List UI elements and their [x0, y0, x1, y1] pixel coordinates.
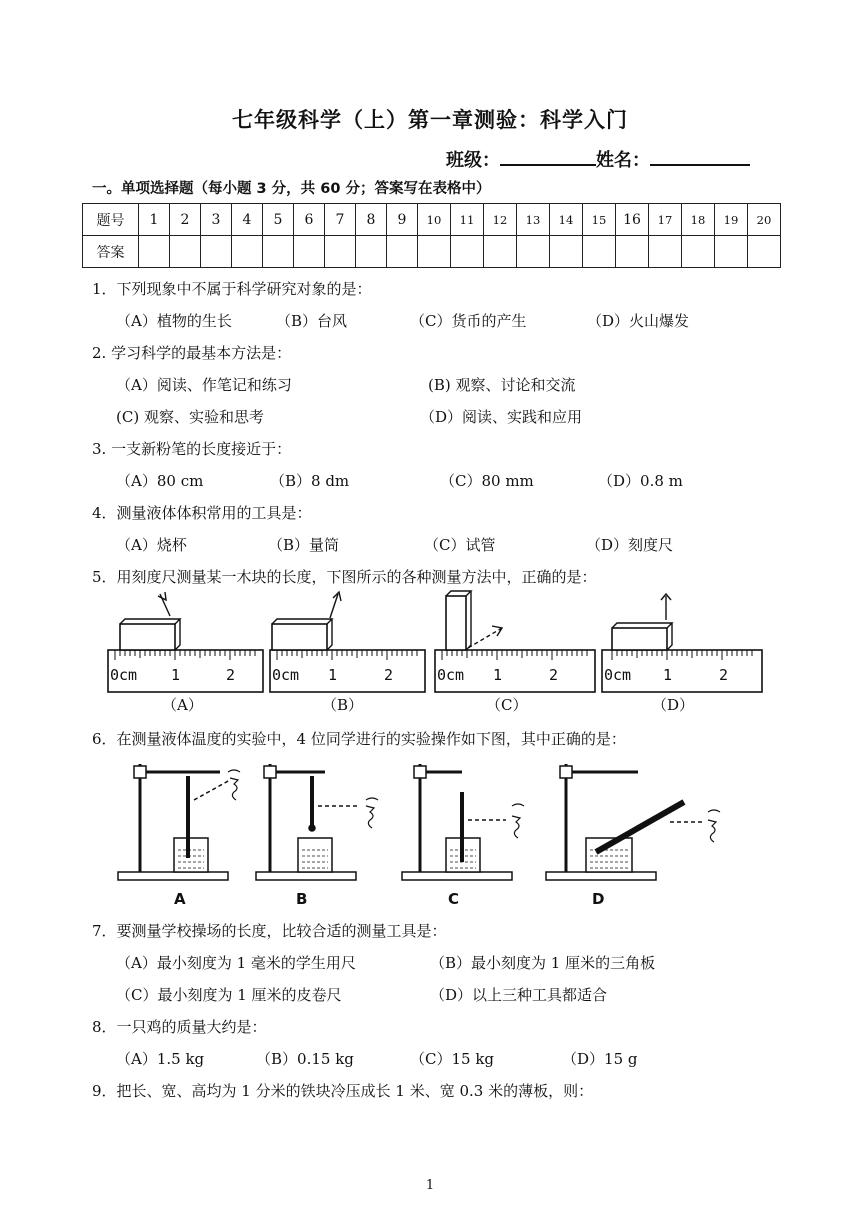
thermometer-experiment-figure: [110, 754, 750, 912]
thermometer-setup-b: [256, 764, 378, 880]
answer-cell[interactable]: [616, 236, 649, 268]
question-6-stem: 6．在测量液体温度的实验中，4 位同学进行的实验操作如下图，其中正确的是：: [92, 730, 626, 748]
thermometer-setup-a: [118, 764, 240, 880]
answer-cell[interactable]: [325, 236, 356, 268]
q1-option-a: （A）植物的生长: [116, 312, 232, 330]
ruler-label-two: 2: [719, 666, 729, 684]
question-8-stem: 8．一只鸡的质量大约是：: [92, 1018, 267, 1036]
answer-cell[interactable]: [139, 236, 170, 268]
answer-table: [82, 203, 781, 268]
question-number-cell: 15: [583, 204, 616, 236]
q7-option-d: （D）以上三种工具都适合: [430, 986, 608, 1004]
answer-cell[interactable]: [418, 236, 451, 268]
answer-cell[interactable]: [748, 236, 781, 268]
q7-option-c: （C）最小刻度为 1 厘米的皮卷尺: [116, 986, 342, 1004]
ruler-label-two: 2: [384, 666, 394, 684]
question-number-cell: 1: [139, 204, 170, 236]
ruler-label-one: 1: [663, 666, 673, 684]
q4-option-d: （D）刻度尺: [586, 536, 674, 554]
answer-cell[interactable]: [517, 236, 550, 268]
q1-option-d: （D）火山爆发: [587, 312, 690, 330]
q4-option-b: （B）量筒: [268, 536, 340, 554]
question-number-cell: 16: [616, 204, 649, 236]
ruler-label-unit: 0cm: [110, 666, 138, 684]
ruler-option-b: [270, 592, 425, 692]
name-label: 姓名：: [596, 150, 650, 171]
thermometer-setup-d: [546, 764, 720, 880]
section-title: 一。单项选择题（每小题 3 分，共 60 分；答案写在表格中）: [92, 181, 491, 197]
q6-label-b: B: [296, 890, 308, 908]
question-4-stem: 4．测量液体体积常用的工具是：: [92, 504, 312, 522]
q2-option-d: （D）阅读、实践和应用: [420, 408, 583, 426]
page-title: 七年级科学（上）第一章测验：科学入门: [232, 108, 628, 132]
answer-cell[interactable]: [232, 236, 263, 268]
question-number-cell: 14: [550, 204, 583, 236]
ruler-label-unit: 0cm: [604, 666, 632, 684]
q3-option-b: （B）8 dm: [270, 472, 350, 490]
ruler-option-d: [602, 594, 762, 692]
ruler-option-c: [435, 591, 595, 692]
ruler-label-one: 1: [171, 666, 181, 684]
name-blank[interactable]: [650, 146, 750, 166]
answer-cell[interactable]: [715, 236, 748, 268]
question-2-stem: 2. 学习科学的最基本方法是：: [92, 344, 292, 362]
question-number-cell: 9: [387, 204, 418, 236]
answer-cell[interactable]: [263, 236, 294, 268]
q5-option-a: （A）: [162, 696, 203, 714]
ruler-label-one: 1: [328, 666, 338, 684]
table-row-numbers: [83, 204, 781, 236]
answer-cell[interactable]: [550, 236, 583, 268]
q4-option-c: （C）试管: [424, 536, 496, 554]
q7-option-a: （A）最小刻度为 1 毫米的学生用尺: [116, 954, 356, 972]
answer-cell[interactable]: [583, 236, 616, 268]
question-number-cell: 8: [356, 204, 387, 236]
answer-cell[interactable]: [484, 236, 517, 268]
q2-option-a: （A）阅读、作笔记和练习: [116, 376, 292, 394]
q8-option-c: （C）15 kg: [410, 1050, 495, 1068]
question-number-cell: 3: [201, 204, 232, 236]
q1-option-b: （B）台风: [276, 312, 348, 330]
row-label-answer: 答案: [83, 236, 139, 268]
question-number-cell: 7: [325, 204, 356, 236]
answer-cell[interactable]: [170, 236, 201, 268]
q6-label-a: A: [174, 890, 186, 908]
page-number: 1: [425, 1178, 435, 1193]
ruler-option-a: [108, 592, 263, 692]
question-3-stem: 3. 一支新粉笔的长度接近于：: [92, 440, 292, 458]
question-7-stem: 7．要测量学校操场的长度，比较合适的测量工具是：: [92, 922, 447, 940]
q3-option-a: （A）80 cm: [116, 472, 204, 490]
ruler-label-two: 2: [226, 666, 236, 684]
question-number-cell: 2: [170, 204, 201, 236]
row-label-number: 题号: [83, 204, 139, 236]
q7-option-b: （B）最小刻度为 1 厘米的三角板: [430, 954, 656, 972]
table-row-answers: [83, 236, 781, 268]
question-number-cell: 13: [517, 204, 550, 236]
ruler-label-unit: 0cm: [272, 666, 300, 684]
answer-cell[interactable]: [294, 236, 325, 268]
question-5-stem: 5．用刻度尺测量某一木块的长度，下图所示的各种测量方法中，正确的是：: [92, 568, 597, 586]
question-number-cell: 18: [682, 204, 715, 236]
q4-option-a: （A）烧杯: [116, 536, 187, 554]
q5-option-d: （D）: [652, 696, 695, 714]
q8-option-d: （D）15 g: [562, 1050, 638, 1068]
q8-option-b: （B）0.15 kg: [256, 1050, 354, 1068]
q3-option-d: （D）0.8 m: [598, 472, 683, 490]
answer-cell[interactable]: [387, 236, 418, 268]
q8-option-a: （A）1.5 kg: [116, 1050, 205, 1068]
answer-cell[interactable]: [451, 236, 484, 268]
ruler-measurement-figure: [100, 588, 770, 718]
question-number-cell: 4: [232, 204, 263, 236]
question-9-stem: 9．把长、宽、高均为 1 分米的铁块冷压成长 1 米、宽 0.3 米的薄板，则：: [92, 1082, 594, 1100]
answer-cell[interactable]: [649, 236, 682, 268]
question-1-stem: 1．下列现象中不属于科学研究对象的是：: [92, 280, 372, 298]
question-number-cell: 19: [715, 204, 748, 236]
ruler-label-one: 1: [493, 666, 503, 684]
q2-option-b: (B) 观察、讨论和交流: [428, 376, 576, 394]
thermometer-setup-c: [402, 764, 524, 880]
ruler-label-two: 2: [549, 666, 559, 684]
q5-option-b: （B）: [322, 696, 364, 714]
class-label: 班级：: [446, 150, 500, 171]
q5-option-c: （C）: [486, 696, 528, 714]
question-number-cell: 10: [418, 204, 451, 236]
answer-cell[interactable]: [201, 236, 232, 268]
question-number-cell: 6: [294, 204, 325, 236]
question-number-cell: 17: [649, 204, 682, 236]
question-number-cell: 11: [451, 204, 484, 236]
question-number-cell: 20: [748, 204, 781, 236]
answer-cell[interactable]: [356, 236, 387, 268]
question-number-cell: 5: [263, 204, 294, 236]
class-blank[interactable]: [500, 146, 596, 166]
q3-option-c: （C）80 mm: [440, 472, 534, 490]
q1-option-c: （C）货币的产生: [410, 312, 527, 330]
q6-label-d: D: [592, 890, 605, 908]
q6-label-c: C: [448, 890, 460, 908]
question-number-cell: 12: [484, 204, 517, 236]
ruler-label-unit: 0cm: [437, 666, 465, 684]
class-name-line: [446, 146, 750, 172]
q2-option-c: (C) 观察、实验和思考: [116, 408, 264, 426]
answer-cell[interactable]: [682, 236, 715, 268]
